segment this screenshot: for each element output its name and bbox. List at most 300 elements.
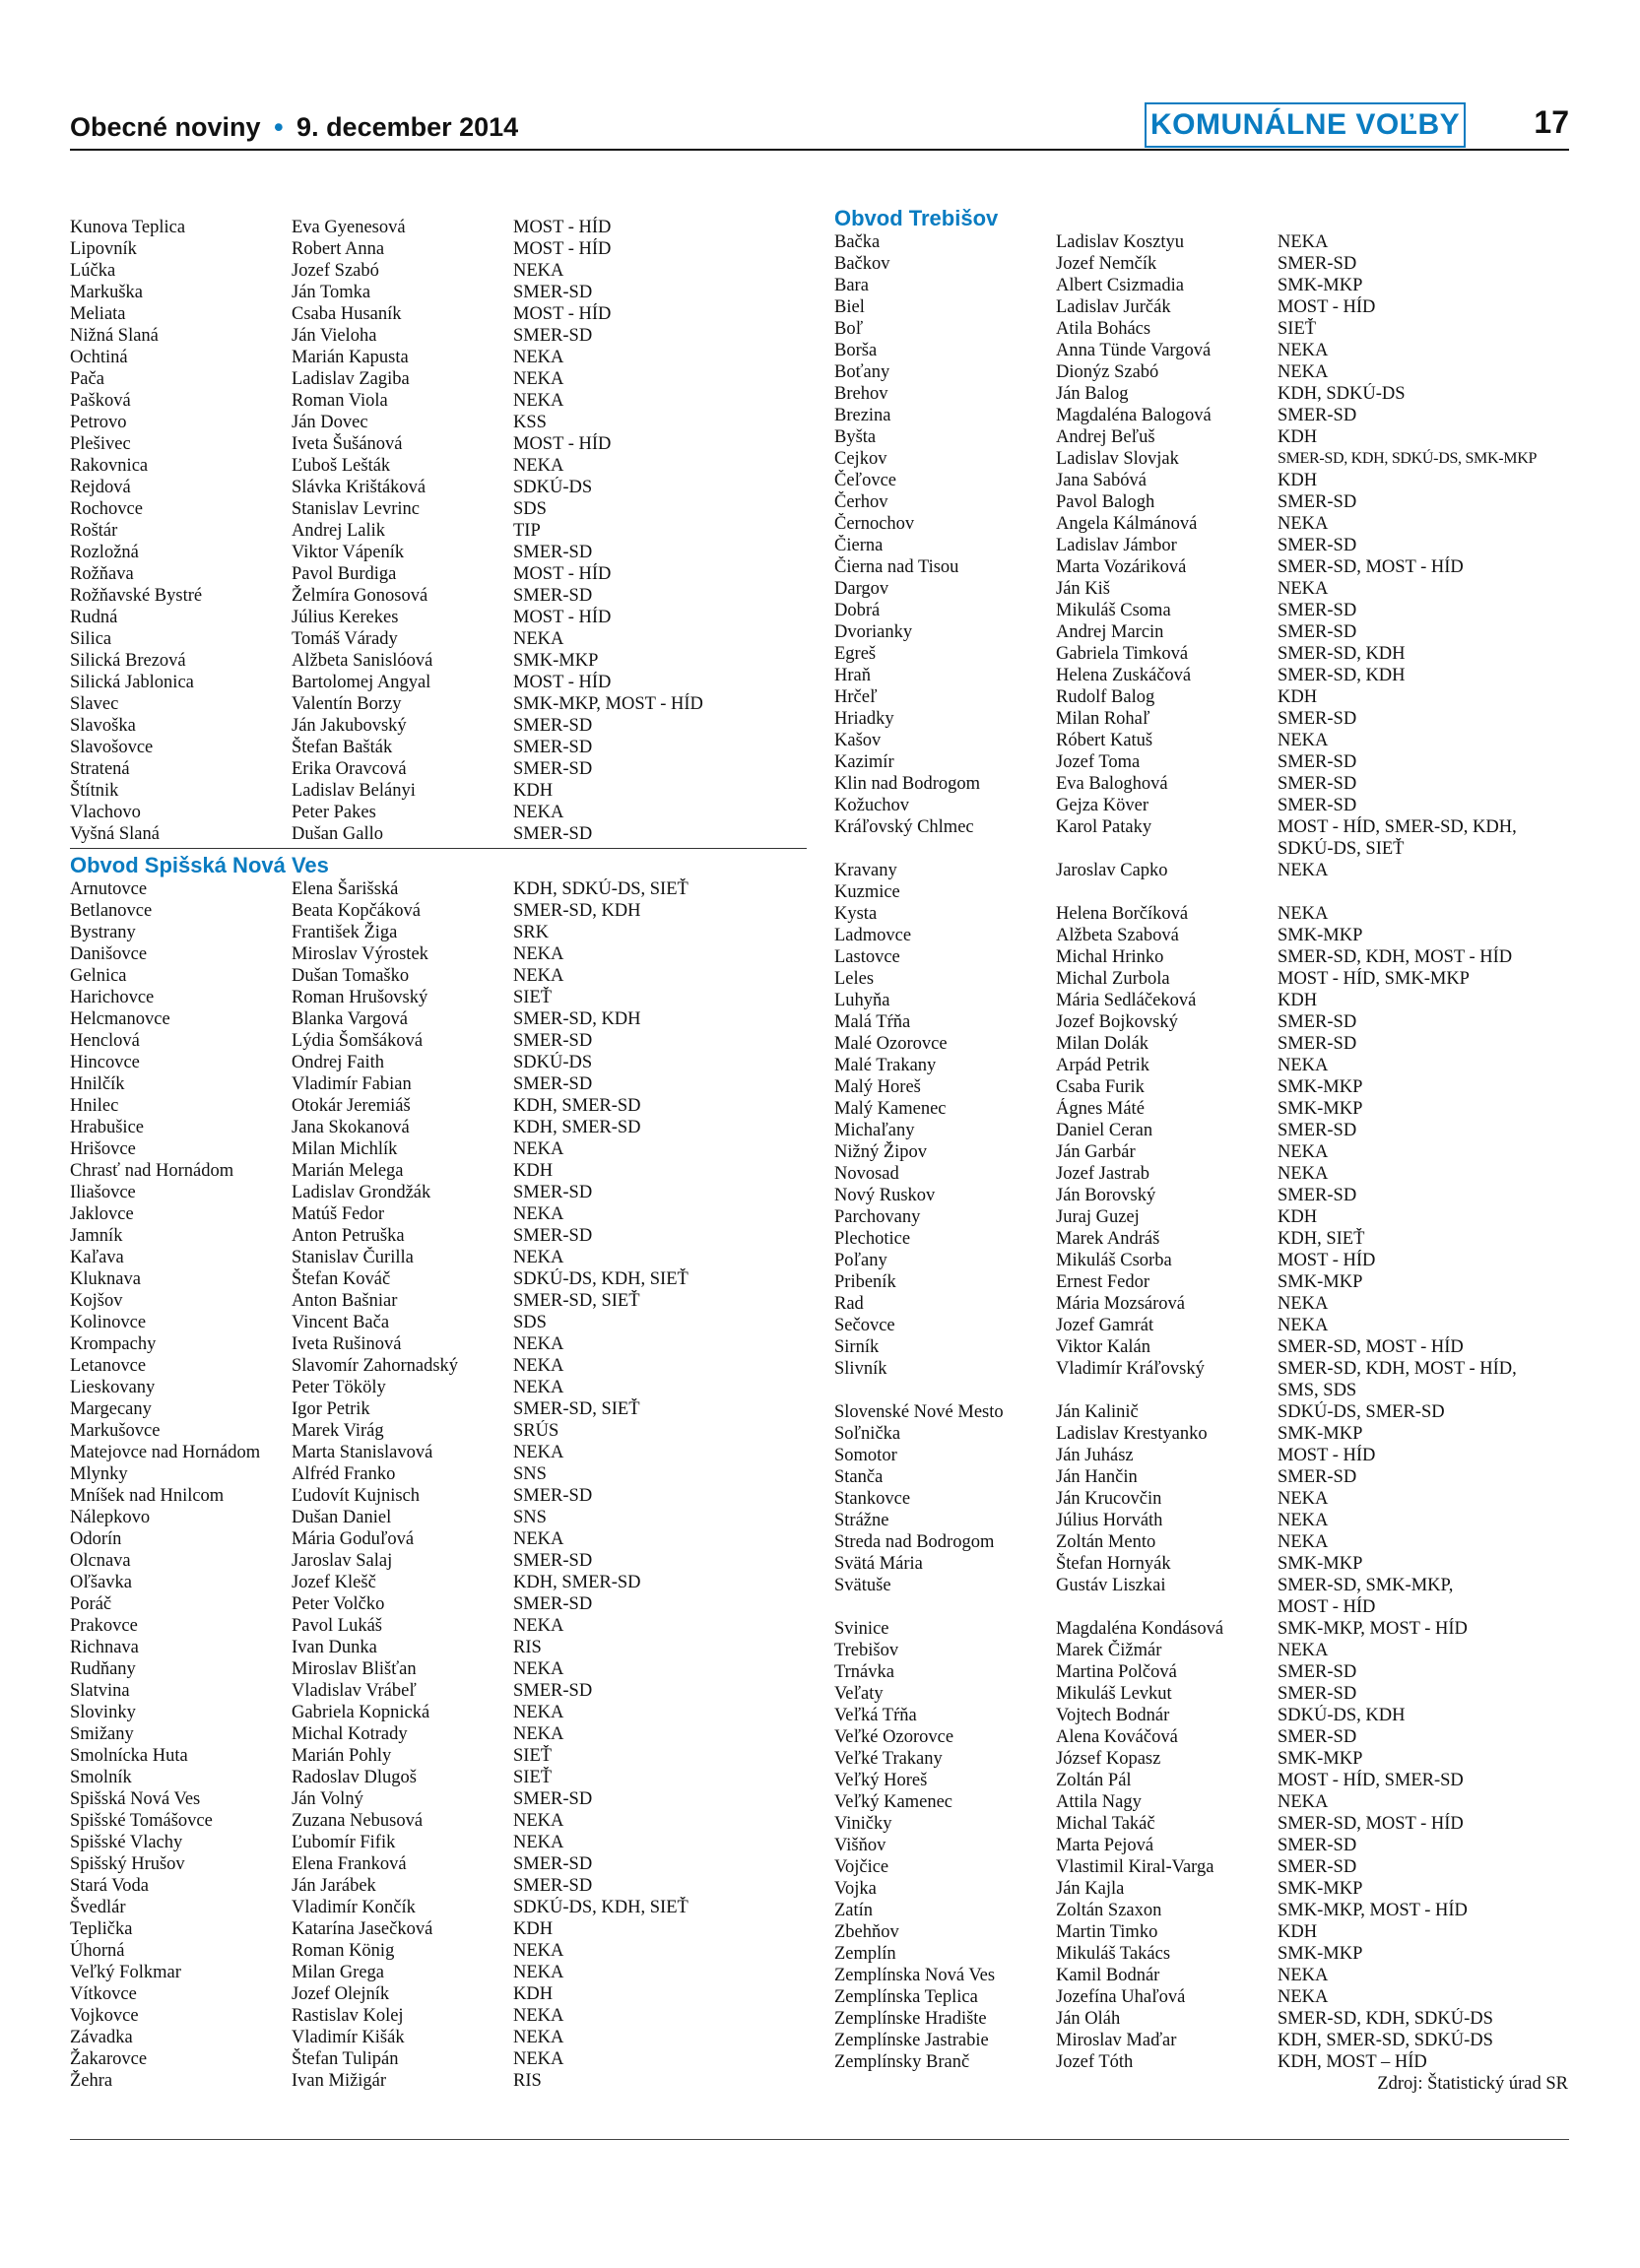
party-cell: SDKÚ-DS, KDH: [1278, 1706, 1406, 1725]
table-row: [834, 1640, 1568, 1661]
municipality-cell: Zemplínske Jastrabie: [834, 2031, 989, 2050]
mayor-cell: Miroslav Blišťan: [292, 1659, 417, 1679]
party-cell: NEKA: [513, 1941, 564, 1961]
table-row: [70, 1355, 807, 1377]
table-row: [70, 1745, 807, 1767]
table-row: [834, 990, 1568, 1011]
mayor-cell: [1056, 1596, 1278, 1618]
mayor-cell: Dušan Tomaško: [292, 966, 410, 986]
mayor-cell: Štefan Hornyák: [1056, 1554, 1171, 1574]
party-cell: SRK: [513, 923, 549, 942]
table-row: [834, 1098, 1568, 1120]
mayor-cell: Ladislav Grondžák: [292, 1183, 431, 1202]
party-cell: KDH, SDKÚ-DS, SIEŤ: [513, 879, 689, 899]
table-row: [834, 1011, 1568, 1033]
municipality-cell: Žakarovce: [70, 2049, 148, 2069]
table-row: [70, 693, 807, 715]
mayor-cell: Stanislav Čurilla: [292, 1248, 414, 1267]
mayor-cell: Ľuboš Lešták: [292, 456, 391, 476]
table-row: [70, 1810, 807, 1832]
party-cell: SDKÚ-DS, KDH, SIEŤ: [513, 1898, 689, 1917]
party-cell: SMK-MKP, MOST - HÍD: [1278, 1619, 1468, 1639]
party-cell: NEKA: [1278, 1641, 1329, 1660]
table-row: [834, 1380, 1568, 1401]
party-cell: NEKA: [513, 391, 564, 411]
table-row: [70, 1550, 807, 1572]
table-row: [70, 1528, 807, 1550]
mayor-cell: Jaroslav Salaj: [292, 1551, 393, 1571]
party-cell: NEKA: [1278, 1164, 1329, 1184]
mayor-cell: Michal Takáč: [1056, 1814, 1155, 1834]
party-cell: NEKA: [1278, 514, 1329, 534]
party-cell: KDH, SMER-SD: [513, 1096, 641, 1116]
issue-date: 9. december 2014: [296, 112, 519, 142]
party-cell: NEKA: [1278, 362, 1329, 382]
mayor-cell: Štefan Bašták: [292, 738, 393, 757]
municipality-cell: Stratená: [70, 759, 130, 779]
municipality-cell: Smolník: [70, 1768, 132, 1787]
table-row: [834, 686, 1568, 708]
table-row: [834, 1206, 1568, 1228]
municipality-cell: Plechotice: [834, 1229, 911, 1249]
municipality-cell: Vyšná Slaná: [70, 824, 160, 844]
mayor-cell: Arpád Petrik: [1056, 1056, 1150, 1075]
mayor-cell: Alena Kováčová: [1056, 1727, 1178, 1747]
mayor-cell: Jozef Jastrab: [1056, 1164, 1150, 1184]
municipality-cell: Brezina: [834, 406, 891, 425]
mayor-cell: Marián Kapusta: [292, 348, 409, 367]
table-row: [70, 2027, 807, 2048]
mayor-cell: Ján Volný: [292, 1789, 363, 1809]
municipality-cell: [834, 1380, 1056, 1401]
party-cell: NEKA: [1278, 1792, 1329, 1812]
mayor-cell: Ivan Dunka: [292, 1638, 377, 1657]
mayor-cell: Milan Dolák: [1056, 1034, 1149, 1054]
party-cell: NEKA: [513, 1334, 564, 1354]
table-row: [834, 535, 1568, 556]
party-cell: SMK-MKP: [1278, 1099, 1363, 1119]
party-cell: SIEŤ: [513, 988, 553, 1007]
party-cell: SDKÚ-DS: [513, 478, 593, 497]
table-row: [70, 650, 807, 672]
mayor-cell: Jozef Szabó: [292, 261, 379, 281]
mayor-cell: Ágnes Máté: [1056, 1099, 1145, 1119]
party-cell: NEKA: [513, 369, 564, 389]
party-cell: SMER-SD, SIEŤ: [513, 1291, 640, 1311]
municipality-cell: Závadka: [70, 2028, 133, 2047]
table-row: [834, 925, 1568, 946]
table-row: [834, 1076, 1568, 1098]
mayor-cell: Albert Csizmadia: [1056, 276, 1184, 295]
table-row: [834, 1466, 1568, 1488]
party-cell: SMER-SD: [1278, 1836, 1357, 1855]
party-cell: SMK-MKP: [513, 651, 599, 671]
party-cell: SMER-SD, MOST - HÍD: [1278, 1337, 1464, 1357]
mayor-cell: Bartolomej Angyal: [292, 673, 431, 692]
publication-line: [70, 112, 518, 143]
mayor-cell: Roman Viola: [292, 391, 388, 411]
party-cell: SMER-SD, KDH: [1278, 644, 1406, 664]
party-cell: KDH: [1278, 1207, 1318, 1227]
mayor-cell: Martina Polčová: [1056, 1662, 1177, 1682]
party-cell: SMER-SD: [1278, 1186, 1357, 1205]
municipality-cell: Mlynky: [70, 1464, 128, 1484]
table-row: [70, 780, 807, 802]
municipality-cell: Dvorianky: [834, 622, 913, 642]
mayor-cell: Andrej Lalik: [292, 521, 386, 541]
table-row: [834, 1228, 1568, 1250]
table-row: [70, 1268, 807, 1290]
party-cell: SMER-SD: [513, 1854, 593, 1874]
municipality-cell: Zatín: [834, 1901, 874, 1920]
municipality-cell: Úhorná: [70, 1941, 125, 1961]
party-cell: NEKA: [513, 1811, 564, 1831]
mayor-cell: Michal Hrinko: [1056, 947, 1164, 967]
table-row: [834, 1315, 1568, 1336]
mayor-cell: Matúš Fedor: [292, 1204, 385, 1224]
municipality-cell: Štítnik: [70, 781, 119, 801]
municipality-cell: Hnilčík: [70, 1074, 125, 1094]
mayor-cell: Vojtech Bodnár: [1056, 1706, 1170, 1725]
mayor-cell: Michal Zurbola: [1056, 969, 1170, 989]
municipality-cell: Malá Tŕňa: [834, 1012, 911, 1032]
mayor-cell: František Žiga: [292, 923, 398, 942]
mayor-cell: Roman Hrušovský: [292, 988, 428, 1007]
table-row: [70, 1247, 807, 1268]
municipality-cell: Rochovce: [70, 499, 143, 519]
table-row: [70, 282, 807, 303]
table-row: [834, 621, 1568, 643]
table-row: [70, 1897, 807, 1918]
source-note: Zdroj: Štatistický úrad SR: [1377, 2074, 1568, 2094]
municipality-cell: Veľké Trakany: [834, 1749, 943, 1769]
party-cell: SMK-MKP, MOST - HÍD: [513, 694, 703, 714]
party-cell: SMK-MKP: [1278, 1879, 1363, 1899]
table-row: [834, 1401, 1568, 1423]
party-cell: SMER-SD: [1278, 1467, 1357, 1487]
table-row: [70, 585, 807, 607]
municipality-cell: Spišská Nová Ves: [70, 1789, 201, 1809]
municipality-cell: Soľnička: [834, 1424, 901, 1444]
section-divider: [70, 848, 807, 849]
header-rule: [70, 149, 1569, 151]
table-row: [834, 968, 1568, 990]
mayor-cell: Alžbeta Szabová: [1056, 926, 1179, 945]
table-row: [834, 491, 1568, 513]
municipality-cell: Hriadky: [834, 709, 894, 729]
party-cell: MOST - HÍD: [1278, 1251, 1376, 1270]
table-row: [70, 878, 807, 900]
party-cell: SMK-MKP: [1278, 1424, 1363, 1444]
party-cell: MOST - HÍD: [513, 218, 612, 237]
table-row: [834, 1770, 1568, 1791]
mayor-cell: Beata Kopčáková: [292, 901, 421, 921]
party-cell: SMER-SD: [513, 716, 593, 736]
table-row: [70, 987, 807, 1008]
mayor-cell: Zoltán Pál: [1056, 1771, 1132, 1790]
party-cell: NEKA: [513, 1248, 564, 1267]
table-row: [834, 1163, 1568, 1185]
party-cell: SMER-SD: [1278, 254, 1357, 274]
table-row: [70, 1052, 807, 1073]
table-row: [834, 1596, 1568, 1618]
municipality-cell: Harichovce: [70, 988, 155, 1007]
table-row: [70, 542, 807, 563]
mayor-cell: Ján Jakubovský: [292, 716, 407, 736]
municipality-cell: Rozložná: [70, 543, 139, 562]
mayor-cell: Anton Bašniar: [292, 1291, 398, 1311]
table-row: [70, 1788, 807, 1810]
party-cell: SMER-SD: [1278, 536, 1357, 555]
municipality-cell: Egreš: [834, 644, 877, 664]
table-row: [70, 1377, 807, 1398]
spisska-rows-list: [70, 878, 807, 2092]
table-row: [834, 795, 1568, 816]
municipality-cell: Arnutovce: [70, 879, 148, 899]
table-row: [70, 1875, 807, 1897]
party-cell: NEKA: [513, 1443, 564, 1462]
table-row: [70, 412, 807, 433]
municipality-cell: Zemplínska Nová Ves: [834, 1966, 996, 1985]
party-cell: SMER-SD: [1278, 774, 1357, 794]
municipality-cell: Smolnícka Huta: [70, 1746, 188, 1766]
municipality-cell: Nižný Žipov: [834, 1142, 928, 1162]
table-row: [70, 368, 807, 390]
table-row: [834, 296, 1568, 318]
table-row: [70, 347, 807, 368]
mayor-cell: Ján Dovec: [292, 413, 368, 432]
table-row: [70, 1312, 807, 1333]
party-cell: SMER-SD: [1278, 492, 1357, 512]
municipality-cell: Letanovce: [70, 1356, 147, 1376]
party-cell: SMK-MKP: [1278, 276, 1363, 295]
party-cell: NEKA: [513, 1724, 564, 1744]
party-cell: RIS: [513, 1638, 542, 1657]
table-row: [70, 922, 807, 943]
municipality-cell: Malý Kamenec: [834, 1099, 947, 1119]
table-row: [70, 1940, 807, 1962]
party-cell: KDH: [1278, 687, 1318, 707]
table-row: [834, 1943, 1568, 1965]
mayor-cell: Ján Garbár: [1056, 1142, 1136, 1162]
municipality-cell: Hrabušice: [70, 1118, 144, 1137]
mayor-cell: Rastislav Kolej: [292, 2006, 404, 2026]
municipality-cell: Hincovce: [70, 1053, 140, 1072]
section-title-spisska: Obvod Spišská Nová Ves: [70, 853, 329, 877]
municipality-cell: Slatvina: [70, 1681, 130, 1701]
party-cell: NEKA: [1278, 1532, 1329, 1552]
party-cell: SMK-MKP, MOST - HÍD: [1278, 1901, 1468, 1920]
party-cell: SMER-SD: [513, 1789, 593, 1809]
municipality-cell: Lastovce: [834, 947, 900, 967]
mayor-cell: Eva Baloghová: [1056, 774, 1168, 794]
table-row: [834, 253, 1568, 275]
party-cell: KDH: [1278, 427, 1318, 447]
mayor-cell: Ľudovít Kujnisch: [292, 1486, 421, 1506]
municipality-cell: Pača: [70, 369, 104, 389]
municipality-cell: Odorín: [70, 1529, 122, 1549]
mayor-cell: Gustáv Liszkai: [1056, 1576, 1166, 1595]
municipality-cell: Stará Voda: [70, 1876, 149, 1896]
table-row: [834, 2030, 1568, 2051]
party-cell: MOST - HÍD, SMER-SD: [1278, 1771, 1464, 1790]
table-row: [834, 426, 1568, 448]
municipality-cell: Brehov: [834, 384, 888, 404]
party-cell: NEKA: [513, 1204, 564, 1224]
table-row: [834, 1835, 1568, 1856]
municipality-cell: Silická Jablonica: [70, 673, 194, 692]
municipality-cell: Čierna: [834, 536, 884, 555]
table-row: [834, 405, 1568, 426]
party-cell: KDH, SMER-SD, SDKÚ-DS: [1278, 2031, 1493, 2050]
municipality-cell: Cejkov: [834, 449, 887, 469]
municipality-cell: Veľká Tŕňa: [834, 1706, 917, 1725]
municipality-cell: Malý Horeš: [834, 1077, 921, 1097]
table-row: [70, 1398, 807, 1420]
party-cell: SMK-MKP: [1278, 1272, 1363, 1292]
municipality-cell: Malé Ozorovce: [834, 1034, 948, 1054]
mayor-cell: Ladislav Kosztyu: [1056, 232, 1184, 252]
party-cell: NEKA: [1278, 579, 1329, 599]
municipality-cell: Prakovce: [70, 1616, 138, 1636]
mayor-cell: Viktor Kalán: [1056, 1337, 1150, 1357]
party-cell: NEKA: [513, 1139, 564, 1159]
mayor-cell: Jozefína Uhaľová: [1056, 1987, 1186, 2007]
table-row: [70, 2005, 807, 2027]
table-row: [834, 2051, 1568, 2073]
municipality-cell: Slivník: [834, 1359, 887, 1379]
mayor-cell: Stanislav Levrinc: [292, 499, 420, 519]
table-row: [70, 520, 807, 542]
mayor-cell: Helena Zuskáčová: [1056, 666, 1192, 685]
table-row: [70, 1290, 807, 1312]
municipality-cell: Kysta: [834, 904, 878, 924]
municipality-cell: Zemplín: [834, 1944, 896, 1964]
table-row: [834, 1293, 1568, 1315]
table-row: [70, 498, 807, 520]
mayor-cell: József Kopasz: [1056, 1749, 1161, 1769]
municipality-cell: Klin nad Bodrogom: [834, 774, 980, 794]
party-cell: MOST - HÍD, SMER-SD, KDH,: [1278, 817, 1517, 837]
party-cell: NEKA: [513, 1616, 564, 1636]
mayor-cell: Andrej Beľuš: [1056, 427, 1155, 447]
mayor-cell: Mária Sedláčeková: [1056, 991, 1197, 1010]
municipality-cell: Rakovnica: [70, 456, 149, 476]
mayor-cell: Ján Hančin: [1056, 1467, 1138, 1487]
municipality-cell: Slavošovce: [70, 738, 154, 757]
mayor-cell: Viktor Vápeník: [292, 543, 405, 562]
municipality-cell: Trebišov: [834, 1641, 899, 1660]
table-row: [70, 823, 807, 845]
mayor-cell: Magdaléna Kondásová: [1056, 1619, 1224, 1639]
municipality-cell: Streda nad Bodrogom: [834, 1532, 995, 1552]
party-cell: SMER-SD: [1278, 796, 1357, 815]
municipality-cell: Krompachy: [70, 1334, 157, 1354]
party-cell: MOST - HÍD: [513, 608, 612, 627]
table-row: [70, 390, 807, 412]
table-row: [70, 1853, 807, 1875]
party-cell: NEKA: [513, 456, 564, 476]
municipality-cell: Čerhov: [834, 492, 888, 512]
table-row: [70, 1008, 807, 1030]
party-cell: KDH: [513, 1919, 554, 1939]
mayor-cell: Anton Petruška: [292, 1226, 405, 1246]
table-row: [834, 1510, 1568, 1531]
party-cell: SMER-SD: [513, 1551, 593, 1571]
table-row: [834, 1423, 1568, 1445]
table-row: [70, 1203, 807, 1225]
table-row: [70, 1463, 807, 1485]
mayor-cell: Alfréd Franko: [292, 1464, 396, 1484]
mayor-cell: Radoslav Dlugoš: [292, 1768, 417, 1787]
table-row: [834, 1055, 1568, 1076]
municipality-cell: Lúčka: [70, 261, 116, 281]
table-row: [834, 1250, 1568, 1271]
mayor-cell: Juraj Guzej: [1056, 1207, 1140, 1227]
mayor-cell: Zoltán Mento: [1056, 1532, 1156, 1552]
party-cell: KDH, SIEŤ: [1278, 1229, 1365, 1249]
party-cell: SMER-SD: [1278, 1012, 1357, 1032]
party-cell: NEKA: [513, 944, 564, 964]
party-cell: SMER-SD: [513, 543, 593, 562]
municipality-cell: Gelnica: [70, 966, 127, 986]
mayor-cell: Mikuláš Csoma: [1056, 601, 1171, 620]
party-cell: SMER-SD: [1278, 622, 1357, 642]
municipality-cell: Bačka: [834, 232, 881, 252]
table-row: [70, 1182, 807, 1203]
municipality-cell: Ochtiná: [70, 348, 128, 367]
party-cell: MOST - HÍD: [1278, 297, 1376, 317]
table-row: [834, 1683, 1568, 1705]
municipality-cell: Spišské Vlachy: [70, 1833, 183, 1852]
mayor-cell: Katarína Jasečková: [292, 1919, 433, 1939]
table-row: [834, 275, 1568, 296]
party-cell: SDS: [513, 499, 547, 519]
page-header: [70, 102, 1569, 152]
table-row: [70, 1095, 807, 1117]
municipality-cell: Petrovo: [70, 413, 127, 432]
mayor-cell: Jana Skokanová: [292, 1118, 410, 1137]
table-row: [70, 325, 807, 347]
mayor-cell: Ján Borovský: [1056, 1186, 1156, 1205]
mayor-cell: Marek Virág: [292, 1421, 384, 1441]
table-row: [834, 361, 1568, 383]
party-cell: KDH: [513, 1984, 554, 2004]
mayor-cell: Marián Melega: [292, 1161, 404, 1181]
mayor-cell: Igor Petrik: [292, 1399, 370, 1419]
municipality-cell: Čeľovce: [834, 471, 896, 490]
table-row: [834, 708, 1568, 730]
mayor-cell: Gabriela Kopnická: [292, 1703, 430, 1722]
party-cell: SMER-SD: [513, 586, 593, 606]
table-row: [70, 737, 807, 758]
municipality-cell: Zemplínske Hradište: [834, 2009, 987, 2029]
municipality-cell: Malé Trakany: [834, 1056, 937, 1075]
table-row: [70, 1225, 807, 1247]
table-row: [834, 1986, 1568, 2008]
left-column: [70, 217, 807, 2092]
table-row: [70, 1723, 807, 1745]
table-row: [834, 556, 1568, 578]
table-row: [70, 1420, 807, 1442]
mayor-cell: Ernest Fedor: [1056, 1272, 1150, 1292]
party-cell: NEKA: [1278, 1511, 1329, 1530]
trebisov-rows-list: [834, 231, 1568, 2073]
table-row: [70, 1117, 807, 1138]
mayor-cell: Ľubomír Fifik: [292, 1833, 396, 1852]
mayor-cell: Ladislav Jámbor: [1056, 536, 1177, 555]
municipality-cell: Rejdová: [70, 478, 131, 497]
